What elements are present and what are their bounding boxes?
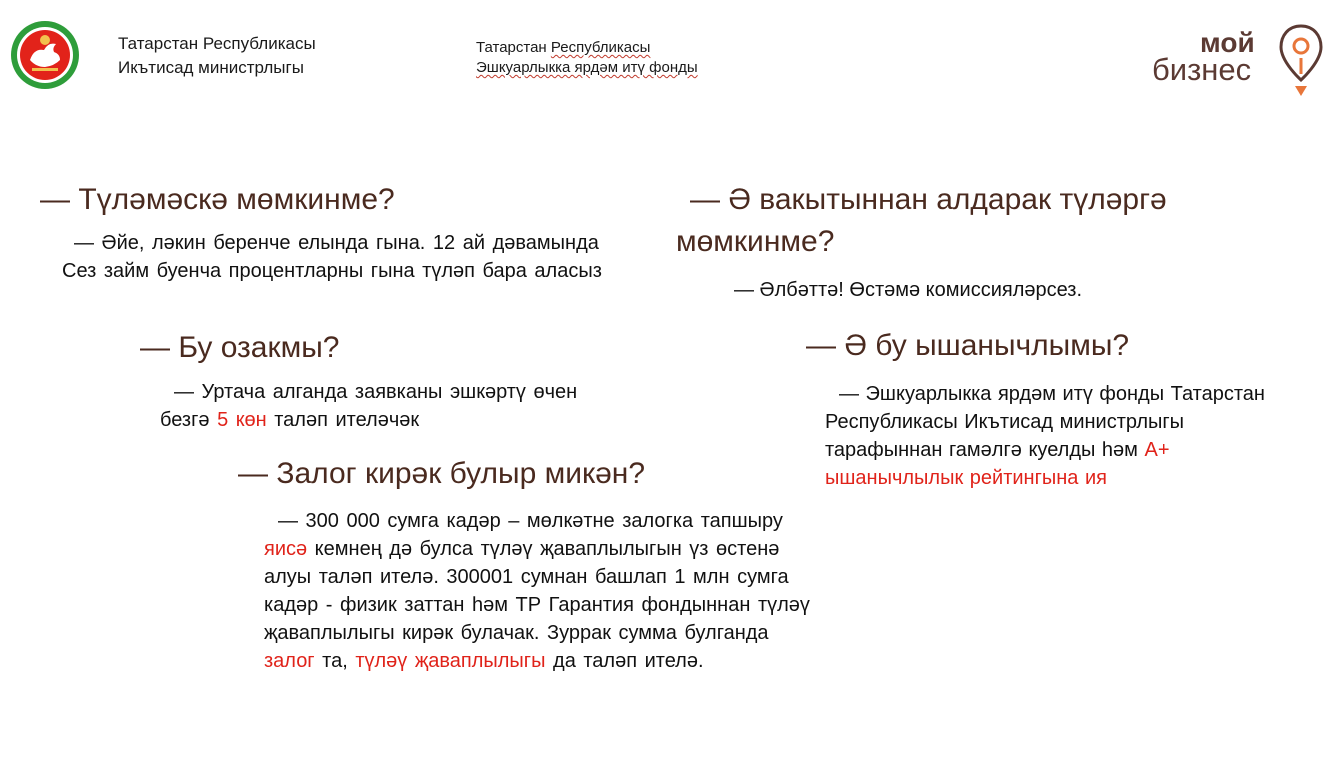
answer-duration-pre: — Уртача алганда заявканы эшкәртү өчен безгә: [160, 381, 578, 431]
answer-collateral-p3: та,: [314, 650, 356, 672]
answer-collateral-red2: залог: [264, 650, 315, 672]
answer-reliability-pre: — Эшкуарлыкка ярдәм итү фонды Татарстан Республикасы Икътисад министрлыгы тарафыннан гамәлгә куелды һәм: [825, 383, 1265, 461]
answer-collateral-p1: — 300 000 сумга кадәр – мөлкәтне залогка тапшыру: [278, 510, 783, 532]
fund-line-2: Эшкуарлыкка ярдәм итү фонды: [476, 59, 698, 76]
answer-reliability: [825, 380, 1305, 492]
answer-early-repayment: — Әлбәттә! Өстәмә комиссияләрсез.: [734, 279, 1083, 301]
fund-name: [476, 38, 698, 78]
question-payment-deferral: — Түләмәскә мөмкинме?: [40, 183, 395, 216]
answer-duration-post: таләп ителәчәк: [266, 409, 420, 431]
brand-bottom: бизнес: [1152, 52, 1252, 87]
fund-line-1-a: Татарстан: [476, 39, 551, 56]
question-reliability: — Ә бу ышанычлымы?: [806, 329, 1130, 362]
answer-collateral-p4: да таләп ителә.: [545, 650, 704, 672]
ministry-line-1: Татарстан Республикасы: [118, 34, 316, 53]
fund-line-1-b: Республикасы: [550, 39, 651, 56]
answer-reliability-highlight: A+ ышанычлылык рейтингына ия: [825, 439, 1170, 489]
answer-collateral: [264, 507, 812, 675]
tatarstan-emblem-icon: [10, 20, 80, 90]
fund-line-1: [476, 38, 698, 58]
moy-biznes-logo-icon: [1150, 22, 1330, 100]
answer-payment-deferral: — Әйе, ләкин беренче елында гына. 12 ай дәвамында Сез займ буенча процентларны гына түләп бара аласыз: [62, 232, 602, 282]
answer-collateral-red1: яисә: [264, 538, 308, 560]
question-collateral: — Залог кирәк булыр микән?: [238, 457, 646, 490]
answer-collateral-red3: түләү җаваплылыгы: [355, 650, 546, 672]
answer-collateral-p2: кемнең дә булса түләү җаваплылыгын үз өстенә алуы таләп ителә. 300001 сумнан башлап 1 млн сумга кадәр - физик заттан һәм ТР Гарантия фондыннан түләү җаваплылыгы кирәк булачак. Зуррак сумма булганда: [264, 538, 810, 644]
answer-duration-highlight: 5 көн: [217, 409, 267, 431]
brand-top: мой: [1200, 27, 1255, 58]
answer-duration: [160, 378, 590, 434]
ministry-name: [118, 32, 316, 80]
question-early-repayment: — Ә вакытыннан алдарак түләргә мөмкинме?: [676, 183, 1167, 258]
ministry-line-2: Икътисад министрлыгы: [118, 58, 304, 77]
question-duration: — Бу озакмы?: [140, 331, 340, 364]
